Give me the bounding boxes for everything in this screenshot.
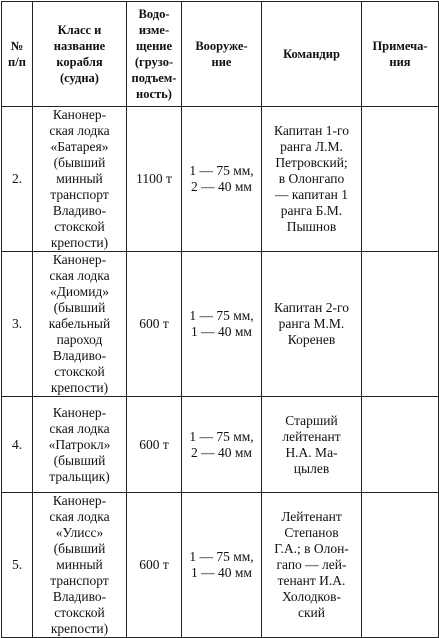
header-number: № п/п xyxy=(2,2,33,107)
cell-displacement: 600 т xyxy=(127,493,182,638)
cell-number: 5. xyxy=(2,493,33,638)
header-row xyxy=(2,2,439,107)
cell-armament: 1 — 75 мм, 1 — 40 мм xyxy=(182,493,262,638)
table-row xyxy=(2,107,439,252)
cell-notes xyxy=(362,397,439,493)
ships-table xyxy=(1,1,439,638)
header-notes: Примеча- ния xyxy=(362,2,439,107)
table-row xyxy=(2,252,439,397)
cell-commander: Капитан 2-го ранга М.М. Коренев xyxy=(262,252,362,397)
cell-notes xyxy=(362,107,439,252)
cell-armament: 1 — 75 мм, 1 — 40 мм xyxy=(182,252,262,397)
header-armament: Вооруже- ние xyxy=(182,2,262,107)
cell-commander: Старший лейтенант Н.А. Ма- цылев xyxy=(262,397,362,493)
cell-displacement: 600 т xyxy=(127,397,182,493)
table-row xyxy=(2,397,439,493)
cell-number: 4. xyxy=(2,397,33,493)
header-class-name: Класс и название корабля (судна) xyxy=(33,2,127,107)
cell-armament: 1 — 75 мм, 2 — 40 мм xyxy=(182,107,262,252)
cell-class-name: Канонер- ская лодка «Патрокл» (бывший тральщик) xyxy=(33,397,127,493)
cell-commander: Лейтенант Степанов Г.А.; в Олон- гапо — лей- тенант И.А. Холодков- ский xyxy=(262,493,362,638)
cell-class-name: Канонер- ская лодка «Диомид» (бывший кабельный пароход Владиво- стокской крепости) xyxy=(33,252,127,397)
cell-number: 3. xyxy=(2,252,33,397)
cell-displacement: 600 т xyxy=(127,252,182,397)
cell-class-name: Канонер- ская лодка «Улисс» (бывший минный транспорт Владиво- стокской крепости) xyxy=(33,493,127,638)
header-displacement: Водо- изме- щение (грузо- подъем- ность) xyxy=(127,2,182,107)
table-row xyxy=(2,493,439,638)
cell-notes xyxy=(362,252,439,397)
cell-notes xyxy=(362,493,439,638)
cell-armament: 1 — 75 мм, 2 — 40 мм xyxy=(182,397,262,493)
cell-displacement: 1100 т xyxy=(127,107,182,252)
cell-number: 2. xyxy=(2,107,33,252)
header-commander: Командир xyxy=(262,2,362,107)
cell-class-name: Канонер- ская лодка «Батарея» (бывший минный транспорт Владиво- стокской крепости) xyxy=(33,107,127,252)
cell-commander: Капитан 1-го ранга Л.М. Петровский; в Олонгапо — капитан 1 ранга Б.М. Пышнов xyxy=(262,107,362,252)
